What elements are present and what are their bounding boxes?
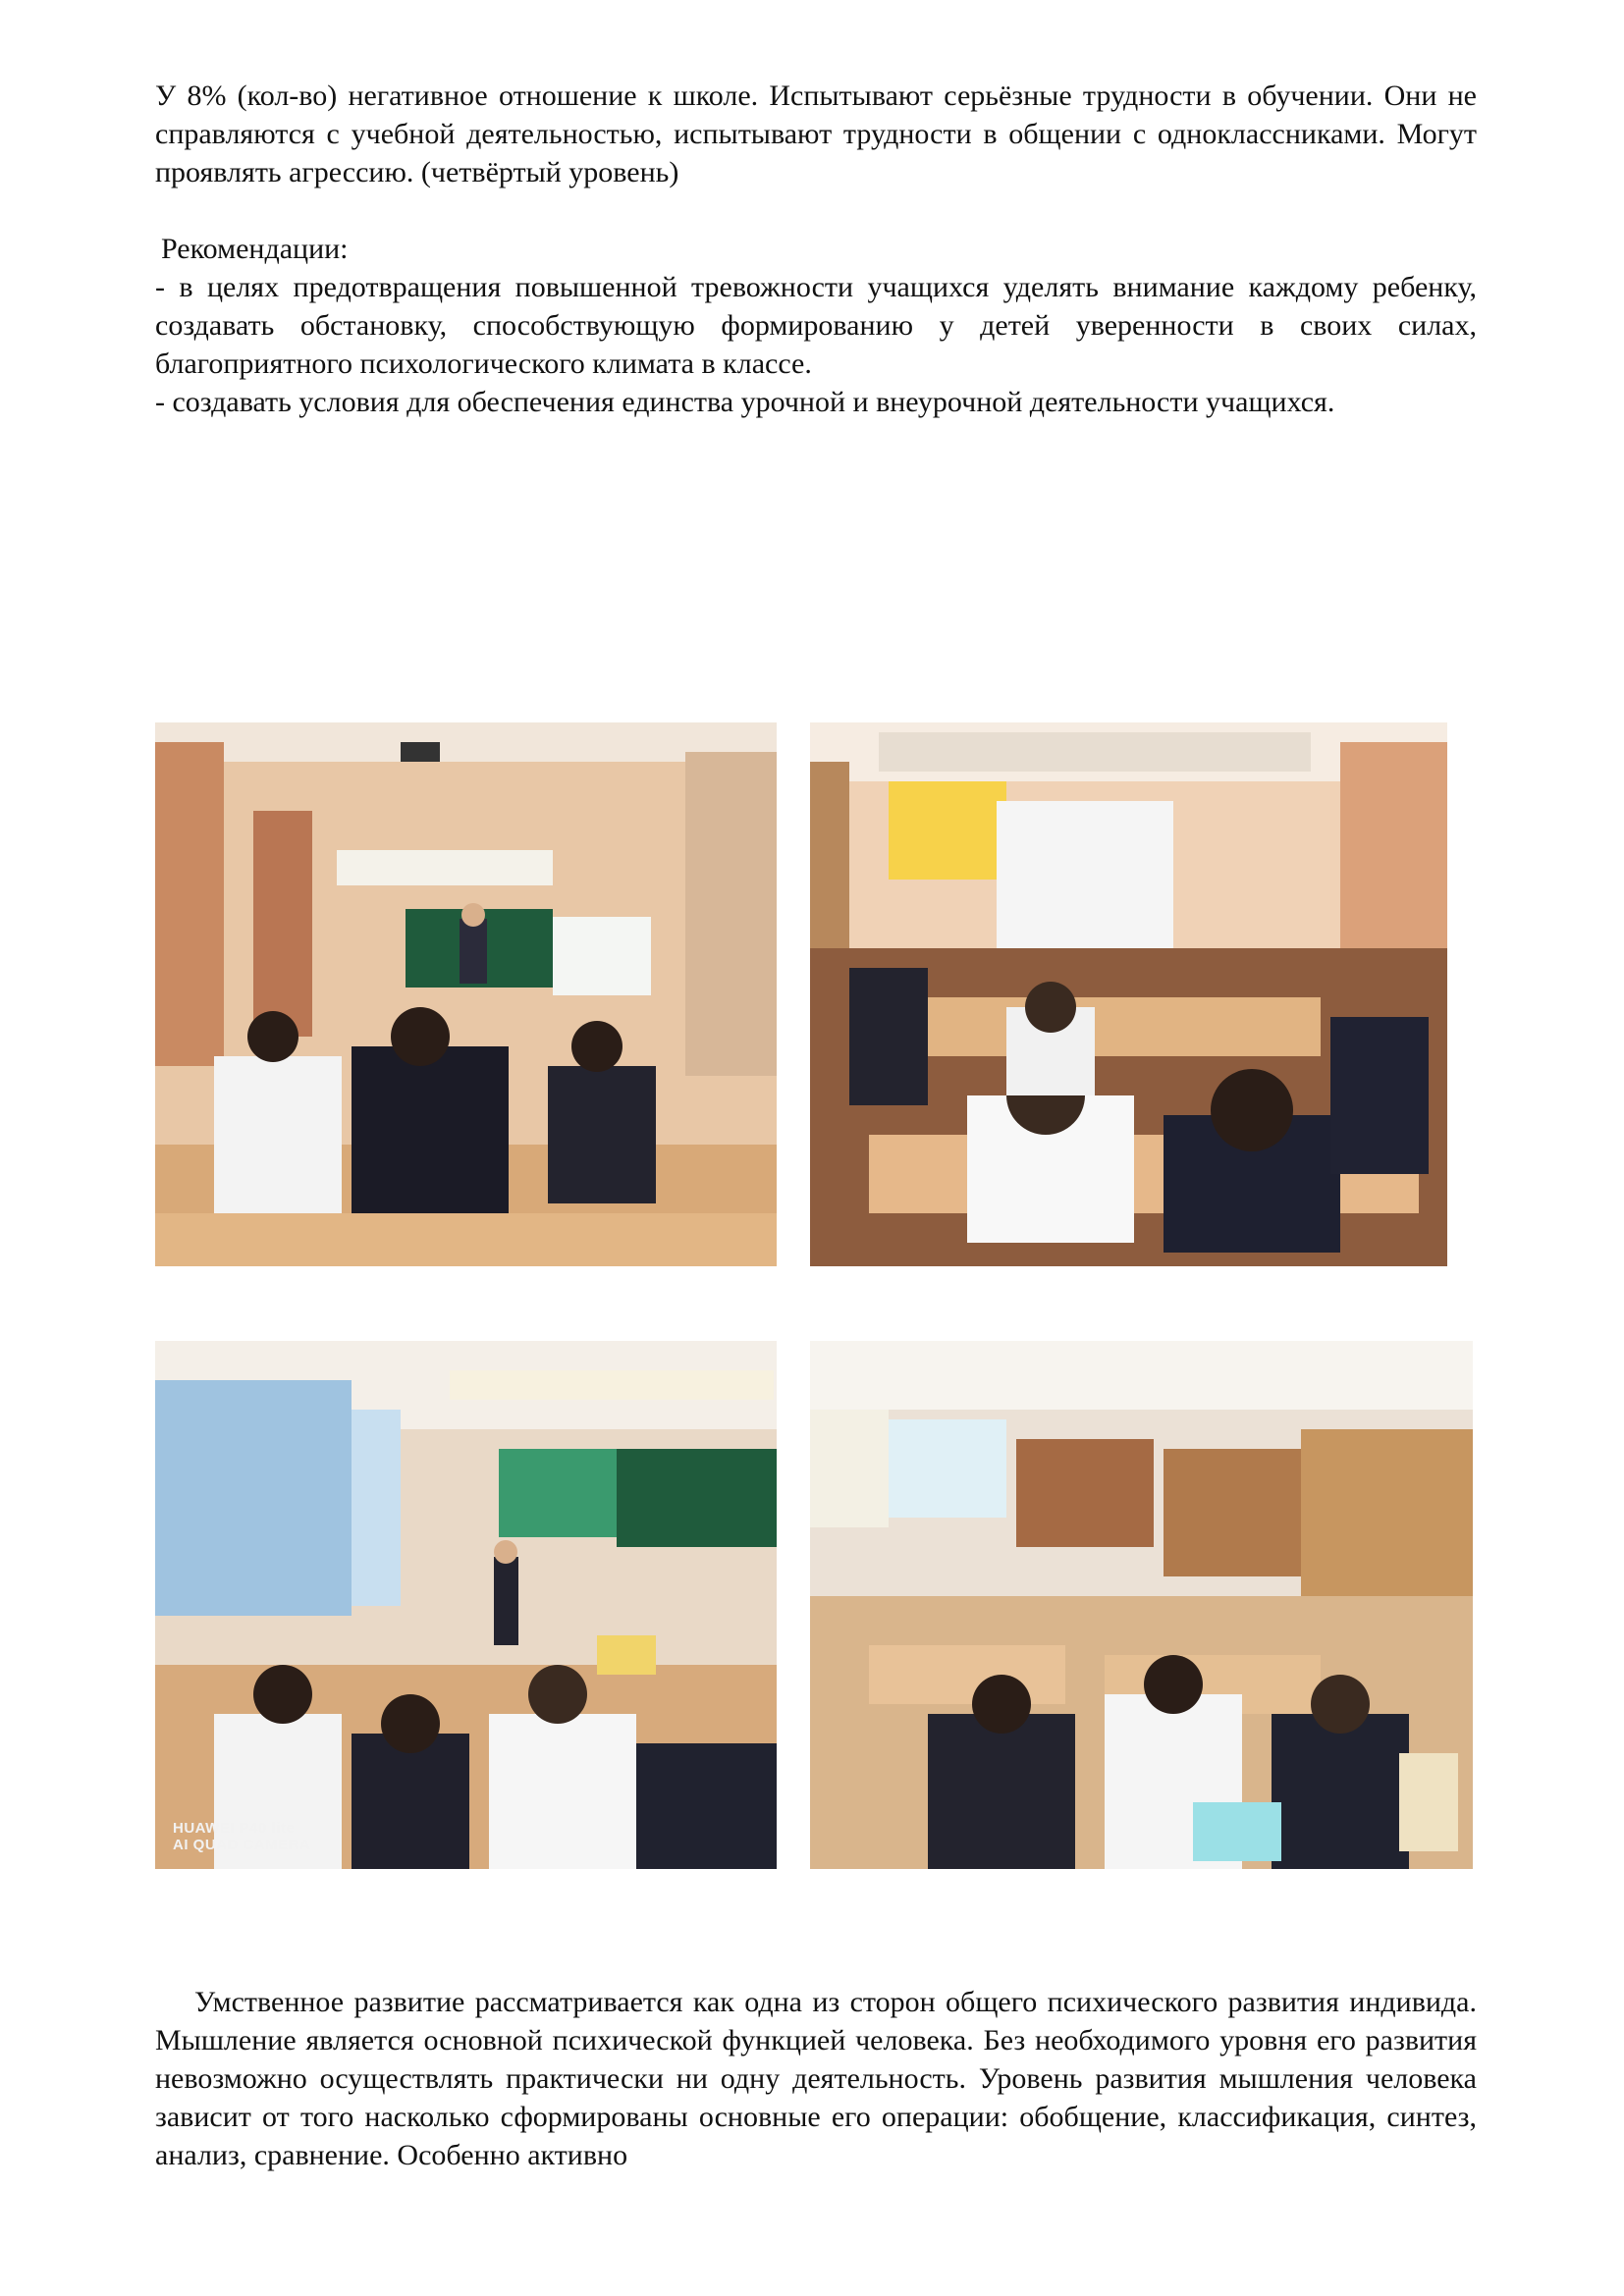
classroom-photo-class-at-desks — [810, 1341, 1473, 1869]
camera-watermark-line-1: HUAWEI P40 lite — [173, 1820, 296, 1837]
camera-watermark-line-2: AI QUAD CAMERA — [173, 1837, 311, 1853]
photo-illustration — [155, 1341, 777, 1869]
classroom-photo-teacher-at-board — [155, 722, 777, 1266]
paragraph-mental-development: Умственное развитие рассматривается как одна из сторон общего психического развития индивида. Мышление является основной психической функцией человека. Без необходимого уровня его развития невозможно осуществлять практически ни одну деятельность. Уровень развития мышления человека зависит от того насколько сформированы основные его операции: обобщение, классификация, синтез, анализ, сравнение. Особенно активно — [155, 1986, 1477, 2171]
photo-illustration — [155, 722, 777, 1266]
camera-watermark — [173, 1820, 310, 1853]
photo-illustration — [810, 1341, 1473, 1869]
recommendation-item-1: - в целях предотвращения повышенной тревожности учащихся уделять внимание каждому ребенку, создавать обстановку, способствующую формированию у детей уверенности в своих силах, благоприятного психологического климата в классе. — [155, 271, 1477, 380]
photo-illustration — [810, 722, 1447, 1266]
recommendations-title: Рекомендации: — [161, 233, 349, 265]
recommendation-item-2: - создавать условия для обеспечения единства урочной и внеурочной деятельности учащихся. — [155, 386, 1335, 418]
classroom-photo-teacher-at-smartboard — [155, 1341, 777, 1869]
paragraph-negative-attitude: У 8% (кол-во) негативное отношение к школе. Испытывают серьёзные трудности в обучении. Они не справляются с учебной деятельностью, испытывают трудности в общении с одноклассниками. Могут проявлять агрессию. (четвёртый уровень) — [155, 80, 1477, 188]
classroom-photo-students-writing — [810, 722, 1447, 1266]
